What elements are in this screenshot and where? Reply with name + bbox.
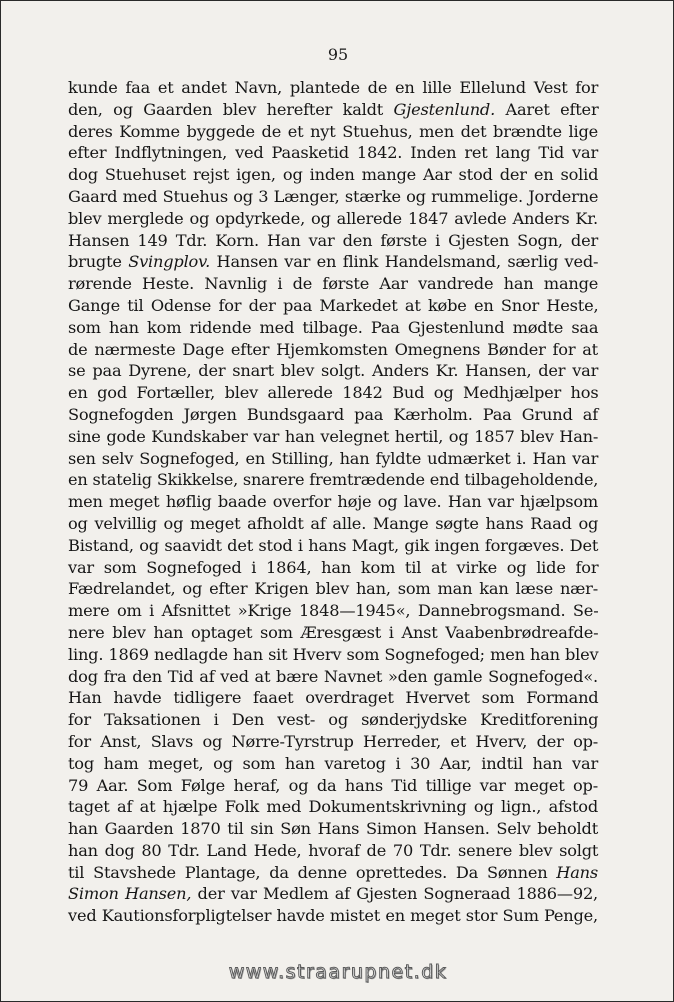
text-run: men meget høflig baade overfor høje og lave. Han var hjælpsom bbox=[68, 492, 599, 512]
text-run: og velvillig og meget afholdt af alle. Mange søgte hans Raad og bbox=[68, 513, 599, 533]
text-run: som han kom ridende med tilbage. Paa Gjestenlund mødte saa bbox=[68, 317, 599, 337]
text-run: nere blev han optaget som Æresgæst i Anst Vaabenbrødreafde- bbox=[68, 622, 599, 642]
text-run: sen selv Sognefoged, en Stilling, han fyldte udmærket i. Han var bbox=[68, 448, 599, 468]
text-line bbox=[68, 862, 598, 884]
text-line bbox=[68, 251, 598, 273]
text-run: efter Indflytningen, ved Paasketid 1842. Inden ret lang Tid var bbox=[68, 143, 598, 163]
watermark-url: www.straarupnet.dk bbox=[228, 961, 448, 983]
text-line bbox=[68, 339, 598, 361]
text-run: var som Sognefoged i 1864, han kom til at virke og lide for bbox=[68, 557, 599, 577]
page-number: 95 bbox=[327, 45, 349, 64]
italic-text: Hans bbox=[556, 862, 598, 882]
text-line bbox=[68, 448, 598, 470]
text-line bbox=[68, 164, 598, 186]
text-run: en god Fortæller, blev allerede 1842 Bud og Medhjælper hos bbox=[68, 383, 599, 403]
text-run: Bistand, og saavidt det stod i hans Magt, gik ingen forgæves. Det bbox=[68, 535, 599, 555]
text-line bbox=[68, 121, 598, 143]
text-line bbox=[68, 557, 598, 579]
text-run: Fædrelandet, og efter Krigen blev han, som man kan læse nær- bbox=[68, 579, 598, 599]
text-line bbox=[68, 687, 598, 709]
text-run: den, og Gaarden blev herefter kaldt bbox=[68, 99, 394, 119]
text-line bbox=[68, 382, 598, 404]
text-run: brugte bbox=[68, 252, 129, 272]
text-line bbox=[68, 818, 598, 840]
text-line bbox=[68, 317, 598, 339]
text-line bbox=[68, 230, 598, 252]
text-run: mere om i Afsnittet »Krige 1848—1945«, Dannebrogsmand. Se- bbox=[68, 601, 599, 621]
text-line bbox=[68, 775, 598, 797]
text-line bbox=[68, 469, 598, 491]
text-line bbox=[68, 186, 598, 208]
text-line bbox=[68, 360, 598, 382]
text-run: der var Medlem af Gjesten Sogneraad 1886—92, bbox=[191, 884, 599, 904]
text-run: Gange til Odense for der paa Markedet at købe en Snor Heste, bbox=[68, 295, 599, 315]
text-line bbox=[68, 273, 598, 295]
text-run: sine gode Kundskaber var han velegnet hertil, og 1857 blev Han- bbox=[68, 426, 599, 446]
text-run: han Gaarden 1870 til sin Søn Hans Simon Hansen. Selv beholdt bbox=[68, 819, 598, 839]
text-run: han dog 80 Tdr. Land Hede, hvoraf de 70 Tdr. senere blev solgt bbox=[68, 840, 599, 860]
text-line bbox=[68, 404, 598, 426]
text-line bbox=[68, 709, 598, 731]
text-line bbox=[68, 535, 598, 557]
text-line bbox=[68, 77, 598, 99]
text-run: Sognefogden Jørgen Bundsgaard paa Kærholm. Paa Grund af bbox=[68, 404, 598, 424]
text-line bbox=[68, 666, 598, 688]
text-line bbox=[68, 883, 598, 905]
text-line bbox=[68, 513, 598, 535]
text-line bbox=[68, 731, 598, 753]
text-run: dog fra den Tid af ved at bære Navnet »den gamle Sognefoged«. bbox=[68, 666, 598, 686]
text-run: Aaret efter bbox=[495, 99, 599, 119]
text-run: Gaard med Stuehus og 3 Længer, stærke og rummelige. Jorderne bbox=[68, 186, 599, 206]
text-line bbox=[68, 622, 598, 644]
text-run: dog Stuehuset rejst igen, og inden mange Aar stod der en solid bbox=[68, 165, 599, 185]
text-run: tog ham meget, og som han varetog i 30 Aar, indtil han var bbox=[68, 753, 598, 773]
text-run: til Stavshede Plantage, da denne oprettedes. Da Sønnen bbox=[68, 862, 557, 882]
text-run: for Taksationen i Den vest- og sønderjydske Kreditforening bbox=[68, 710, 599, 730]
text-run: rørende Heste. Navnlig i de første Aar vandrede han mange bbox=[68, 274, 599, 294]
text-line bbox=[68, 295, 598, 317]
text-line bbox=[68, 753, 598, 775]
text-run: blev merglede og opdyrkede, og allerede 1847 avlede Anders Kr. bbox=[68, 208, 598, 228]
text-run: taget af at hjælpe Folk med Dokumentskrivning og lign., afstod bbox=[68, 797, 598, 817]
text-line bbox=[68, 578, 598, 600]
body-text bbox=[68, 77, 598, 927]
text-run: for Anst, Slavs og Nørre-Tyrstrup Herreder, et Hverv, der op- bbox=[68, 731, 599, 751]
text-run: ling. 1869 nedlagde han sit Hverv som Sognefoged; men han blev bbox=[68, 644, 599, 664]
text-line bbox=[68, 491, 598, 513]
text-line bbox=[68, 208, 598, 230]
text-line bbox=[68, 600, 598, 622]
text-run: Hansen var en flink Handelsmand, særlig ved- bbox=[210, 252, 599, 272]
text-line bbox=[68, 99, 598, 121]
text-run: en statelig Skikkelse, snarere fremtrædende end tilbageholdende, bbox=[68, 470, 599, 490]
text-line bbox=[68, 142, 598, 164]
text-line bbox=[68, 644, 598, 666]
text-line bbox=[68, 905, 598, 927]
italic-text: Svingplov. bbox=[128, 252, 211, 272]
text-run: ved Kautionsforpligtelser havde mistet en meget stor Sum Penge, bbox=[68, 906, 598, 926]
text-run: Hansen 149 Tdr. Korn. Han var den første i Gjesten Sogn, der bbox=[68, 230, 598, 250]
text-line bbox=[68, 840, 598, 862]
italic-text: Gjestenlund. bbox=[393, 99, 496, 119]
text-line bbox=[68, 796, 598, 818]
text-run: se paa Dyrene, der snart blev solgt. Anders Kr. Hansen, der var bbox=[68, 361, 599, 381]
text-run: de nærmeste Dage efter Hjemkomsten Omegnens Bønder for at bbox=[68, 339, 598, 359]
text-run: Han havde tidligere faaet overdraget Hvervet som Formand bbox=[68, 688, 599, 708]
text-line bbox=[68, 426, 598, 448]
text-run: 79 Aar. Som Følge heraf, og da hans Tid tillige var meget op- bbox=[68, 775, 598, 795]
italic-text: Simon Hansen, bbox=[68, 884, 192, 904]
text-run: kunde faa et andet Navn, plantede de en lille Ellelund Vest for bbox=[68, 78, 599, 97]
text-run: deres Komme byggede de et nyt Stuehus, men det brændte lige bbox=[68, 121, 598, 141]
